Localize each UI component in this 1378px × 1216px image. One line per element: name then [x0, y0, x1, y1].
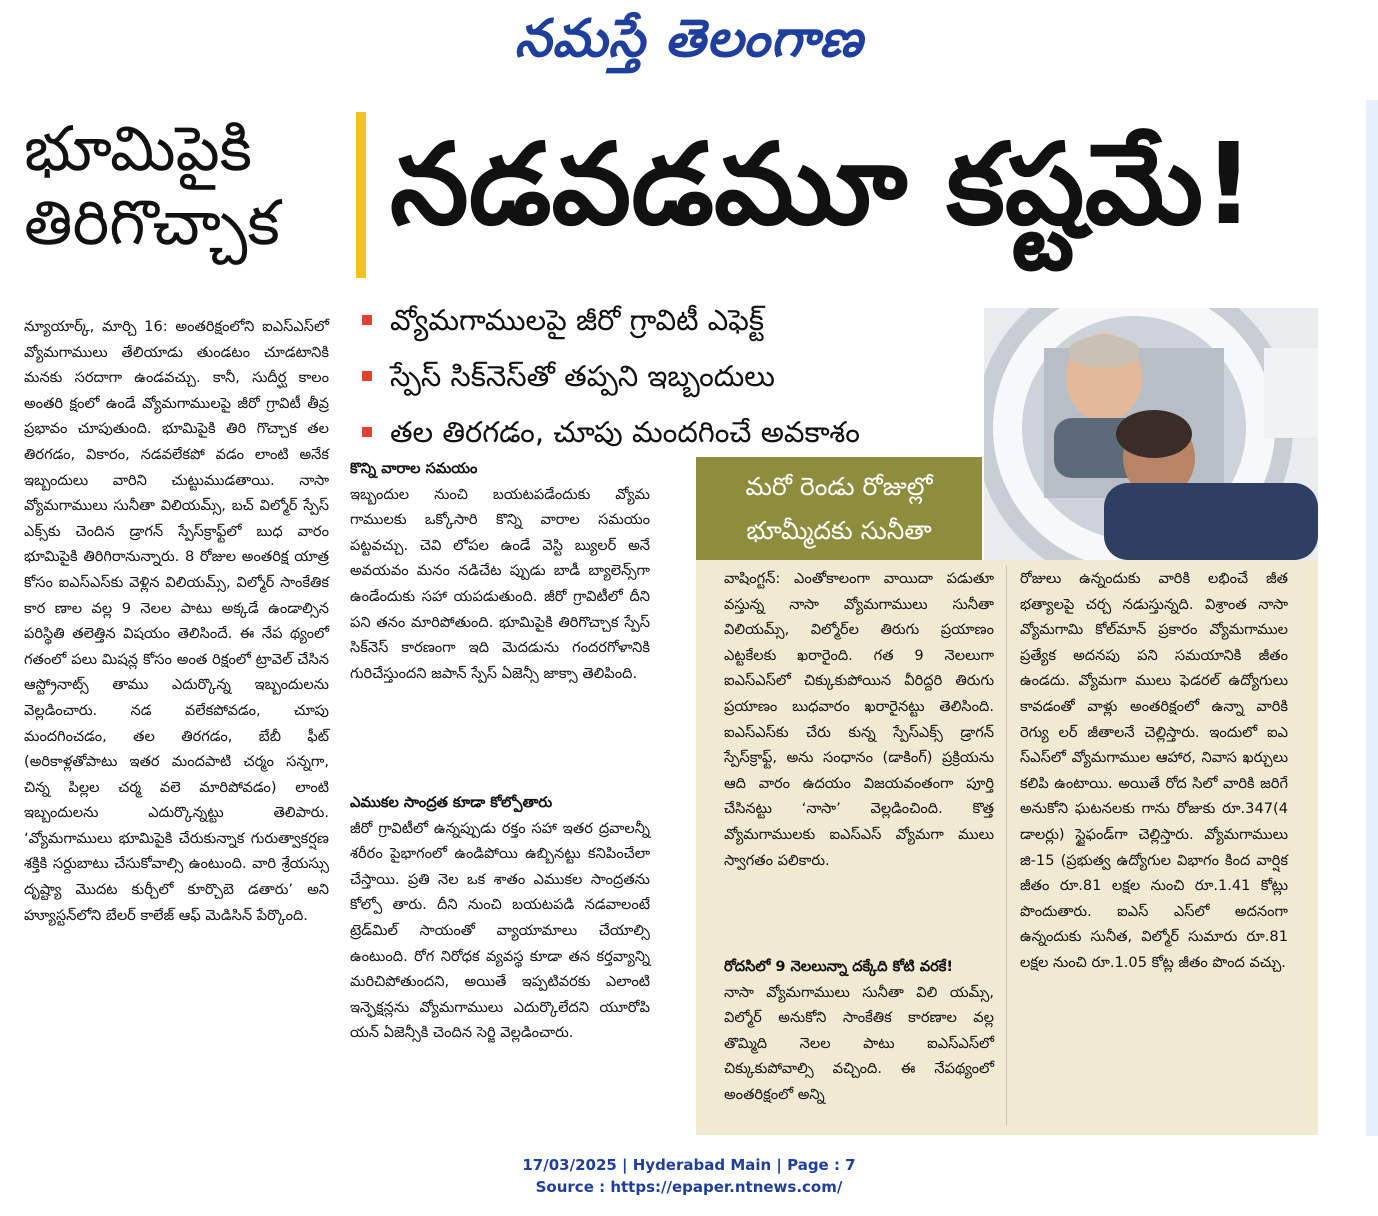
subheading: కొన్ని వారాల సమయం [350, 460, 478, 477]
bullet-text: స్పేస్ సిక్‌నెస్‌తో తప్పని ఇబ్బందులు [390, 359, 775, 393]
bullet-text: తల తిరగడం, చూపు మందగించే అవకాశం [390, 415, 861, 449]
astronauts-photo [984, 308, 1318, 560]
bullet-square-icon [362, 315, 372, 325]
subheading: ఎముకల సాంద్రత కూడా కోల్పోతారు [350, 794, 553, 811]
article-column-2-section-1 [350, 456, 650, 686]
footer-date-edition: 17/03/2025 | Hyderabad Main | Page : 7 [522, 1156, 856, 1174]
headline: నడవడమూ కష్టమే! [390, 120, 1255, 250]
masthead-logo: నమస్తే తెలంగాణ [514, 8, 864, 69]
subheading: రోదసిలో 9 నెలలున్నా దక్కేది కోటి వరకే! [724, 958, 954, 975]
footer [0, 1154, 1378, 1198]
bullet-item [362, 348, 972, 404]
sidebar-column-1-section-2 [724, 954, 994, 1108]
bullet-square-icon [362, 371, 372, 381]
paragraph: ఇబ్బందుల నుంచి బయటపడేందుకు వ్యోమ గాములకు ఒక్కోసారి కొన్ని వారాల సమయం పట్టవచ్చు. చెవి లోపల ఉండే వెస్టి బ్యులర్ అనే అవయవం మనం నడిచేట ప్పుడు బాడీ బ్యాలెన్స్‌గా ఉండేందుకు సహా యపడుతుంది. జీరో గ్రావిటీలో దీని పని తనం మారిపోతుంది. భూమిపైకి తిరిగొచ్చాక స్పేస్ సిక్‌నెస్ కారణంగా ఇది మెదడును గందరగోళానికి గురిచేస్తుందని జపాన్ స్పేస్ ఏజెన్సీ జాక్సా తెలిపింది. [350, 485, 650, 682]
accent-bar [356, 112, 366, 278]
sidebar-title-line-2: భూమ్మీదకు సునీతా [746, 516, 932, 545]
bullet-item [362, 292, 972, 348]
bullet-text: వ్యోమగాములపై జీరో గ్రావిటీ ఎఫెక్ట్ [390, 303, 765, 337]
kicker-line-1: భూమిపైకి [24, 112, 253, 185]
paragraph: జీరో గ్రావిటీలో ఉన్నప్పుడు రక్తం సహా ఇతర ద్రవాలన్నీ శరీరం పైభాగంలో ఉండిపోయి ఉబ్బినట్టు కనిపించేలా చేస్తాయి. ప్రతి నెల ఒక శాతం ఎముకల సాంద్రతను కోల్పో తారు. దీని నుంచి బయటపడి నడవాలంటే ట్రెడ్‌మిల్ సాయంతో వ్యాయామాలు చేయాల్సి ఉంటుంది. రోగ నిరోధక వ్యవస్థ కూడా తన కర్తవ్యాన్ని మరిచిపోతుందని, అయితే ఇప్పటివరకు ఎలాంటి ఇన్ఫెక్షన్లను వ్యోమగాములు ఎదుర్కొలేదని యూరోపి యన్ ఏజెన్సీకి చెందిన సెర్జి వెల్లడించారు. [350, 819, 650, 1042]
bullet-square-icon [362, 427, 372, 437]
kicker-line-2: తిరిగొచ్చాక [24, 186, 280, 259]
paragraph: నాసా వ్యోమగాములు సునీతా విలి యమ్స్, విల్మోర్ అనుకోని సాంకేతిక కారణాల వల్ల తొమ్మిది నెలల పాటు ఐఎస్ఎస్‌లో చిక్కుకుపోవాల్సి వచ్చింది. ఈ నేపథ్యంలో అంతరిక్షంలో అన్ని [724, 983, 994, 1103]
photo-illustration [984, 308, 1318, 560]
page-edge-strip [1366, 100, 1378, 1136]
sidebar-title [696, 457, 982, 560]
sidebar-column-1 [724, 566, 994, 873]
paragraph: వాషింగ్టన్: ఎంతోకాలంగా వాయిదా పడుతూ వస్తున్న నాసా వ్యోమగాములు సునీతా విలియమ్స్, విల్మోర్‌ల తిరుగు ప్రయాణం ఎట్టకేలకు ఖరారైంది. గత 9 నెలలుగా ఐఎస్ఎస్‌లో చిక్కుకుపోయిన వీరిద్దరి తిరుగు ప్రయాణం బుధవారం ఖరారైనట్టు తెలిసింది. ఐఎస్ఎస్‌కు చేరు కున్న స్పేస్ఎక్స్ డ్రాగన్ స్పేస్‌క్రాఫ్ట్, అను సంధానం (డాకింగ్) ప్రక్రియను ఆది వారం ఉదయం విజయవంతంగా పూర్తి చేసినట్టు ‘నాసా’ వెల్లడించింది. కొత్త వ్యోమగాములకు ఐఎస్ఎస్ వ్యోమగా ములు స్వాగతం పలికారు. [724, 570, 994, 869]
kicker [24, 112, 344, 260]
footer-source-link[interactable]: Source : https://epaper.ntnews.com/ [535, 1178, 843, 1196]
sidebar-title-line-1: మరో రెండు రోజుల్లో [745, 472, 933, 501]
bullet-list [362, 292, 972, 460]
bullet-item [362, 404, 972, 460]
column-divider [1006, 566, 1007, 1126]
sidebar-column-2: రోజులు ఉన్నందుకు వారికి లభించే జీత భత్యాలపై చర్చ నడుస్తున్నది. విశ్రాంత నాసా వ్యోమగామి కోల్‌మాన్ ప్రకారం వ్యోమగాముల ప్రత్యేక అదనపు పని సమయానికి జీతం ఉండదు. వ్యోమగా ములు ఫెడరల్ ఉద్యోగులు కావడంతో వాళ్లు అంతరిక్షంలో ఉన్నా వారికి రెగ్యు లర్ జీతాలనే చెల్లిస్తారు. ఇందులో ఐఎ స్ఎస్‌లో వ్యోమగాముల ఆహార, నివాస ఖర్చులు కలిపి ఉంటాయి. అయితే రోద సిలో వారికి జరిగే అనుకోని ఘటనలకు గాను రోజుకు రూ.347(4 డాలర్లు) స్టైఫండ్‌గా చెల్లిస్తారు. వ్యోమగాములు జి-15 (ప్రభుత్వ ఉద్యోగుల విభాగం కింద వార్షిక జీతం రూ.81 లక్షల నుంచి రూ.1.41 కోట్లు పొందుతారు. ఐఎస్ ఎస్‌లో అదనంగా ఉన్నందుకు సునీత, విల్మోర్ సుమారు రూ.81 లక్షల నుంచి రూ.1.05 కోట్ల జీతం పొంద వచ్చు. [1020, 570, 1288, 971]
article-column-1: న్యూయార్క్, మార్చి 16: అంతరిక్షంలోని ఐఎస్ఎస్‌లో వ్యోమగాములు తేలియాడు తుండటం చూడటానికి మనకు సరదాగా ఉండవచ్చు. కానీ, సుదీర్ఘ కాలం అంతరి క్షంలో ఉండే వ్యోమగాములపై జీరో గ్రావిటీ తీవ్ర ప్రభావం చూపుతుంది. భూమిపైకి తిరి గొచ్చాక తల తిరగడం, వికారం, నడవలేకపో వడం లాంటి అనేక ఇబ్బందులు వారిని చుట్టుముడతాయి. నాసా వ్యోమగాములు సునీతా విలియమ్స్, బచ్ విల్మోర్ స్పేస్ ఎక్స్‌కు చెందిన డ్రాగన్ స్పేస్‌క్రాఫ్ట్‌లో బుధ వారం భూమిపైకి తిరిగిరానున్నారు. 8 రోజుల అంతరిక్ష యాత్ర కోసం ఐఎస్ఎస్‌కు వెళ్లిన విలియమ్స్, విల్మోర్ సాంకేతిక కార ణాల వల్ల 9 నెలల పాటు అక్కడే ఉండాల్సిన పరిస్థితి తలెత్తిన విషయం తెలిసిందే. ఈ నేప థ్యంలో గతంలో పలు మిషన్ల కోసం అంత రిక్షంలో ట్రావెల్ చేసిన ఆస్ట్రోనాట్స్ తాము ఎదుర్కొన్న ఇబ్బందులను వెల్లడించారు. నడ వలేకపోవడం, చూపు మందగించడం, తల తిరగడం, బేబీ ఫీట్ (అరికాళ్లతోపాటు ఇతర మందపాటి చర్మం సన్నగా, చిన్న పిల్లల చర్మ వలె మారిపోవడం) లాంటి ఇబ్బందులను ఎదుర్కొన్నట్టు తెలిపారు. ‘వ్యోమగాములు భూమిపైకి చేరుకున్నాక గురుత్వాకర్షణ శక్తికి సర్దుబాటు చేసుకోవాల్సి ఉంటుంది. వారి శ్రేయస్సు దృష్ట్యా మొదట కుర్చీలో కూర్చొబె డతారు’ అని హ్యూస్టన్‌లోని బేలర్ కాలేజ్ ఆఫ్ మెడిసిన్ పేర్కొంది. [24, 318, 329, 924]
article-column-2-section-2 [350, 790, 650, 1046]
